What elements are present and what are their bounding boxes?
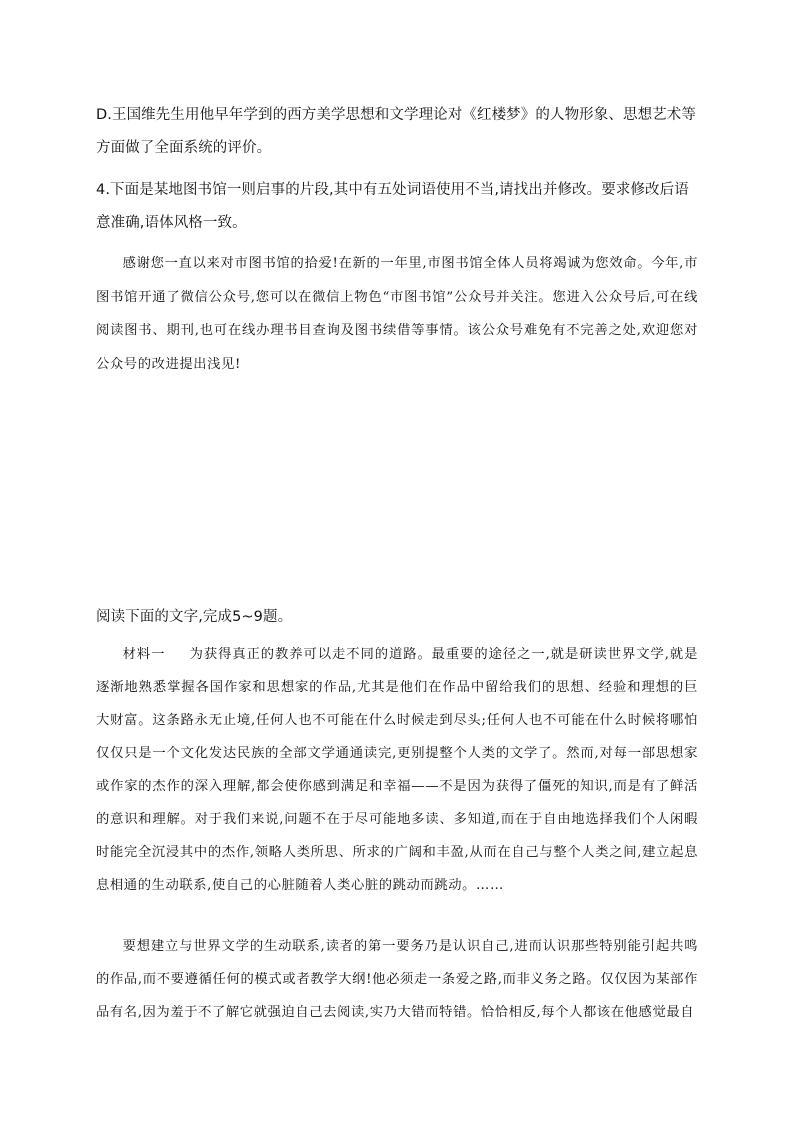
reading-instruction: 阅读下面的文字,完成5~9题。 (96, 609, 293, 625)
material-1-paragraph-1 (96, 638, 698, 902)
material-1-label: 材料一 (122, 647, 166, 662)
question-4-prompt: 4.下面是某地图书馆一则启事的片段,其中有五处词语使用不当,请找出并修改。要求修改后语意准确,语体风格一致。 (96, 182, 689, 231)
material-1-text: 为获得真正的教养可以走不同的道路。最重要的途径之一,就是研读世界文学,就是逐渐地熟悉掌握各国作家和思想家的作品,尤其是他们在作品中留给我们的思想、经验和理想的巨大财富。这条路永无止境,任何人也不可能在什么时候走到尽头;任何人也不可能在什么时候将哪怕仅仅只是一个文化发达民族的全部文学通通读完,更别提整个人类的文学了。然而,对每一部思想家或作家的杰作的深入理解,都会使你感到满足和幸福——不是因为获得了僵死的知识,而是有了鲜活的意识和理解。对于我们来说,问题不在于尽可能地多读、多知道,而在于自由地选择我们个人闲暇时能完全沉浸其中的杰作,领略人类所思、所求的广阔和丰盈,从而在自己与整个人类之间,建立起息息相通的生动联系,使自己的心脏随着人类心脏的跳动而跳动。…… (96, 647, 698, 893)
option-d-text: D.王国维先生用他早年学到的西方美学思想和文学理论对《红楼梦》的人物形象、思想艺术等方面做了全面系统的评价。 (96, 107, 696, 156)
library-notice-excerpt: 感谢您一直以来对市图书馆的拾爱!在新的一年里,市图书馆全体人员将竭诚为您效命。今年,市图书馆开通了微信公众号,您可以在微信上物色“市图书馆”公众号并关注。您进入公众号后,可在线阅读图书、期刊,也可在线办理书目查询及图书续借等事情。该公众号难免有不完善之处,欢迎您对公众号的改进提出浅见! (96, 256, 698, 372)
material-1-paragraph-2: 要想建立与世界文学的生动联系,读者的第一要务乃是认识自己,进而认识那些特别能引起共鸣的作品,而不要遵循任何的模式或者教学大纲!他必须走一条爱之路,而非义务之路。仅仅因为某部作品有名,因为羞于不了解它就强迫自己去阅读,实乃大错而特错。恰恰相反,每个人都该在他感觉最自 (96, 939, 698, 1020)
